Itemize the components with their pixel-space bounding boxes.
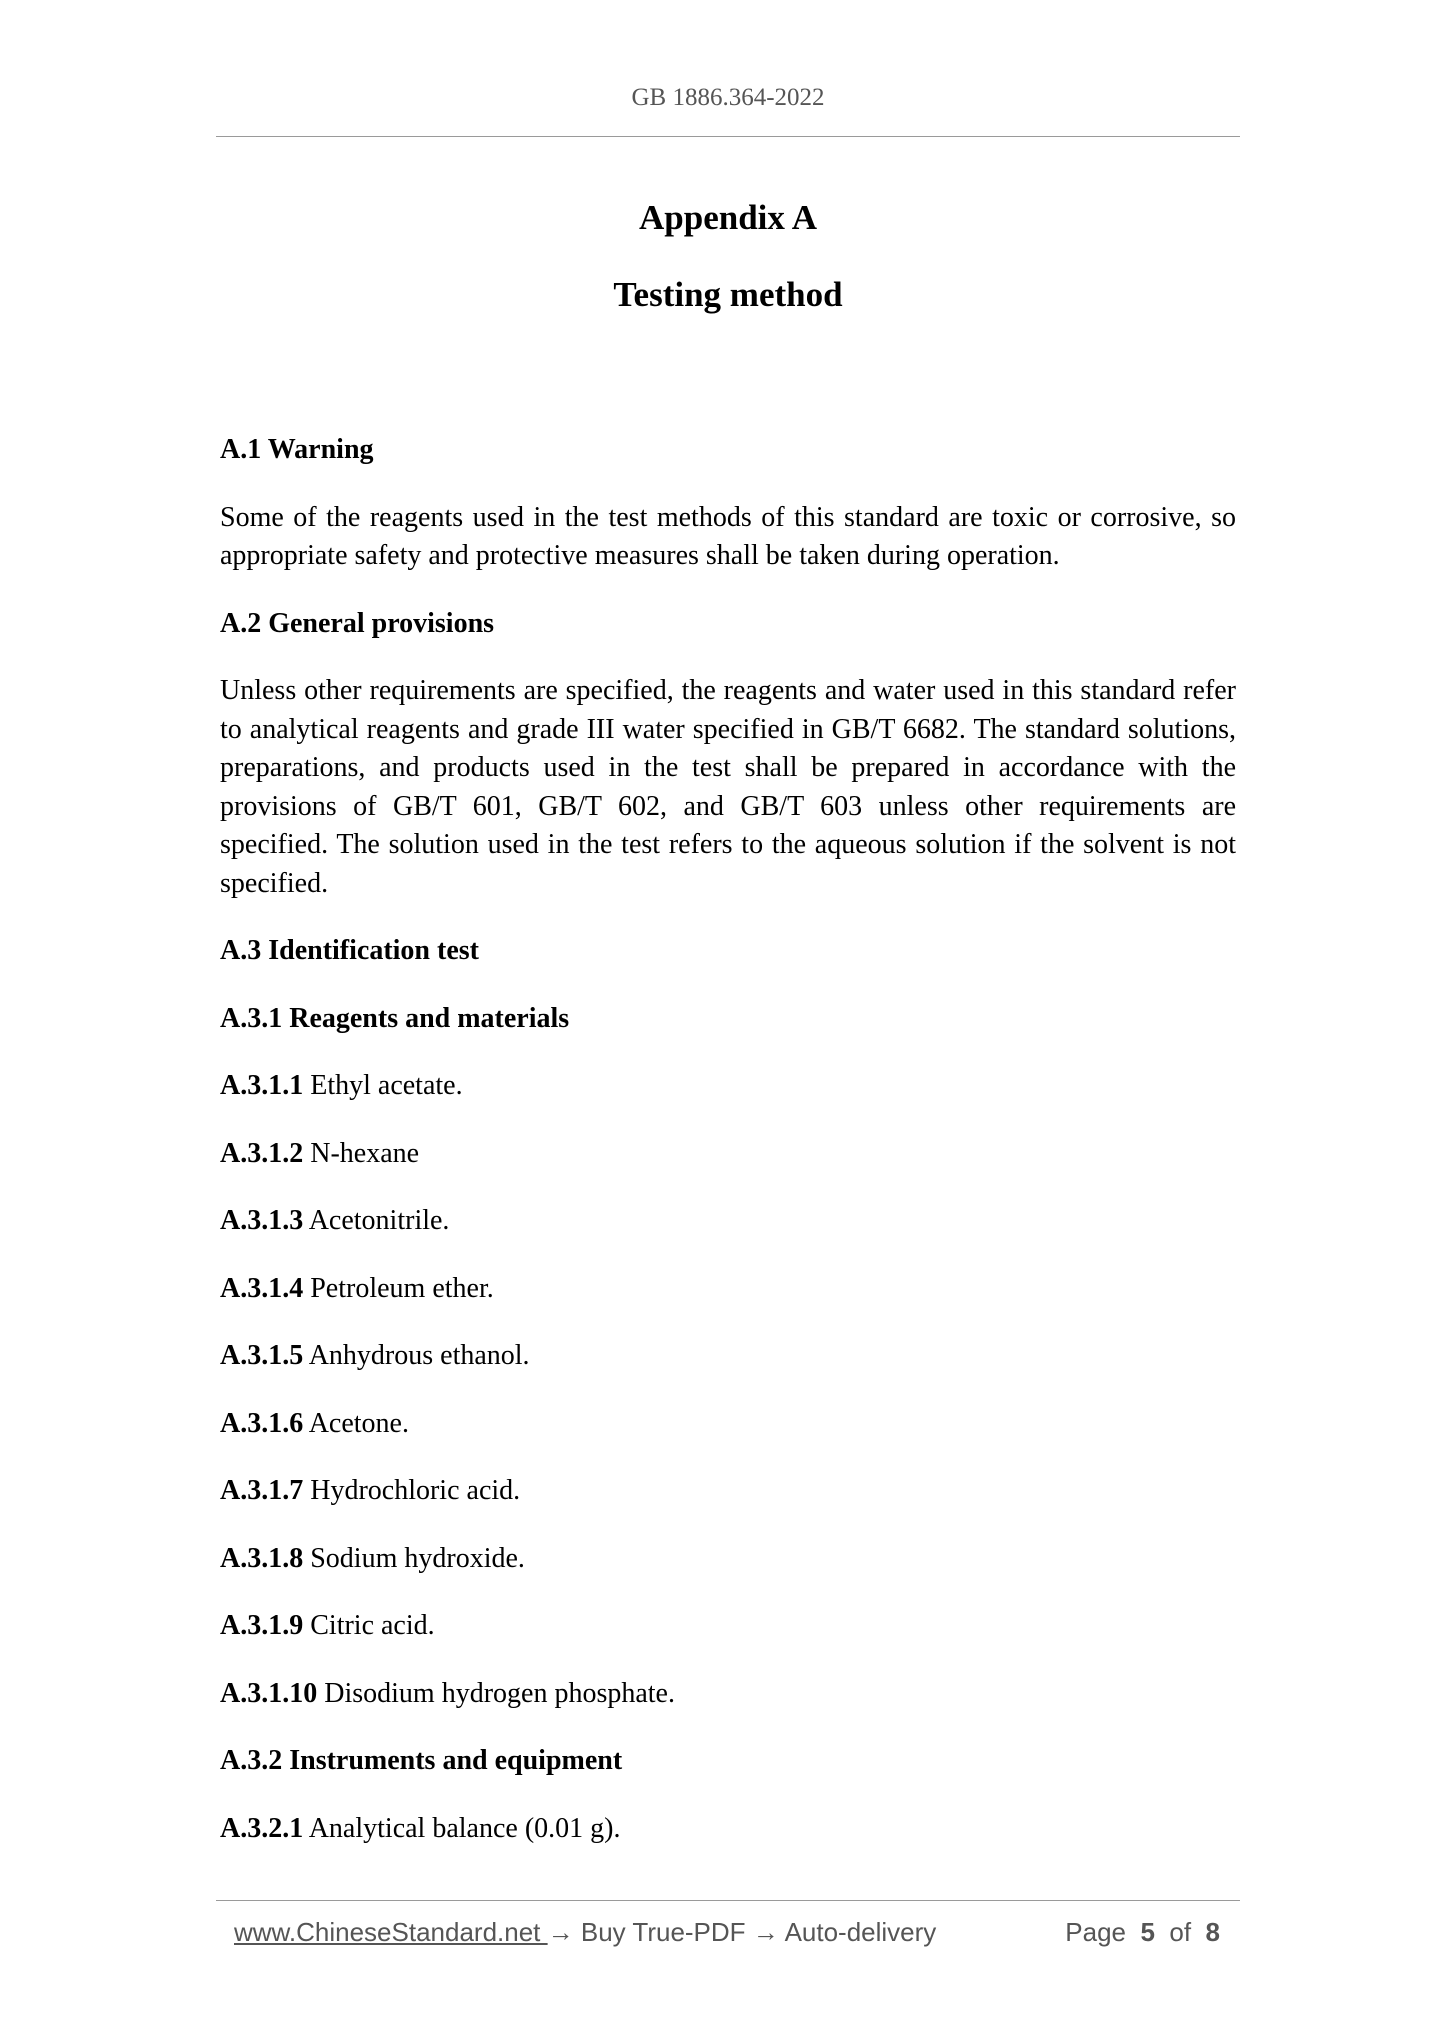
list-item [220, 1067, 1236, 1106]
appendix-title: Appendix A [639, 198, 817, 237]
item-number: A.3.1.6 [220, 1407, 304, 1439]
item-number: A.3.2.1 [220, 1812, 304, 1844]
website-link[interactable]: www.ChineseStandard.net [234, 1917, 548, 1947]
arrow-right-icon: → [547, 1917, 574, 1947]
item-number: A.3.1.3 [220, 1205, 304, 1236]
footer-divider [216, 1900, 1240, 1901]
list-item [220, 1202, 1236, 1241]
item-text: Citric acid. [310, 1610, 435, 1641]
item-text: Disodium hydrogen phosphate. [324, 1677, 675, 1709]
page-current: 5 [1140, 1917, 1155, 1947]
item-number: A.3.1.7 [220, 1475, 304, 1506]
arrow-right-icon: → [752, 1917, 779, 1947]
item-number: A.3.1.9 [220, 1610, 304, 1641]
item-number: A.3.1.5 [220, 1340, 304, 1371]
section-text-a1: Some of the reagents used in the test methods of this standard are toxic or corrosive, so appropriate safety and protective measures shall be taken during operation. [220, 501, 1236, 571]
item-text: Sodium hydroxide. [310, 1542, 525, 1574]
page-of-label: of [1169, 1917, 1192, 1947]
item-text: Anhydrous ethanol. [308, 1340, 530, 1371]
list-item [220, 1270, 1236, 1309]
item-text: Acetonitrile. [308, 1205, 450, 1236]
list-item [220, 1810, 1236, 1849]
page-total: 8 [1205, 1917, 1220, 1947]
item-number: A.3.1.4 [220, 1272, 304, 1304]
item-text: Ethyl acetate. [310, 1070, 463, 1101]
section-heading-a2: A.2 General provisions [220, 607, 495, 639]
page-header-doc-id: GB 1886.364-2022 [631, 84, 825, 111]
item-text: Petroleum ether. [310, 1272, 494, 1304]
buy-true-pdf-text: Buy True-PDF [573, 1917, 753, 1947]
list-item [220, 1405, 1236, 1444]
section-heading-a1: A.1 Warning [220, 434, 374, 465]
list-item [220, 1337, 1236, 1376]
list-item [220, 1135, 1236, 1174]
section-heading-a31: A.3.1 Reagents and materials [220, 1002, 570, 1034]
item-number: A.3.1.1 [220, 1070, 304, 1101]
section-heading-a32: A.3.2 Instruments and equipment [220, 1745, 623, 1776]
item-number: A.3.1.8 [220, 1542, 304, 1574]
section-text-a2: Unless other requirements are specified, the reagents and water used in this standard refer to analytical reagents and grade III water specified in GB/T 6682. The standard solutions, preparations, and products used in the test shall be prepared in accordance with the provisions of GB/T 601, GB/T 602, and GB/T 603 unless other requirements are specified. The solution used in the test refers to the aqueous solution if the solvent is not specified. [220, 675, 1236, 899]
section-heading-a3: A.3 Identification test [220, 935, 479, 966]
item-text: N-hexane [310, 1137, 420, 1169]
auto-delivery-text: Auto-delivery [778, 1917, 937, 1947]
page-number [1065, 1917, 1220, 1948]
item-text: Hydrochloric acid. [310, 1475, 521, 1506]
list-item [220, 1540, 1236, 1579]
page-footer [234, 1917, 1226, 1957]
list-item [220, 1607, 1236, 1646]
footer-promo [234, 1917, 936, 1948]
item-text: Acetone. [308, 1407, 409, 1439]
page-label: Page [1065, 1917, 1127, 1947]
item-text: Analytical balance (0.01 g). [308, 1812, 621, 1844]
item-number: A.3.1.2 [220, 1137, 304, 1169]
list-item [220, 1472, 1236, 1511]
list-item [220, 1675, 1236, 1714]
appendix-subtitle: Testing method [613, 275, 843, 314]
document-body [220, 431, 1236, 1877]
item-number: A.3.1.10 [220, 1677, 318, 1709]
header-divider [216, 136, 1240, 137]
